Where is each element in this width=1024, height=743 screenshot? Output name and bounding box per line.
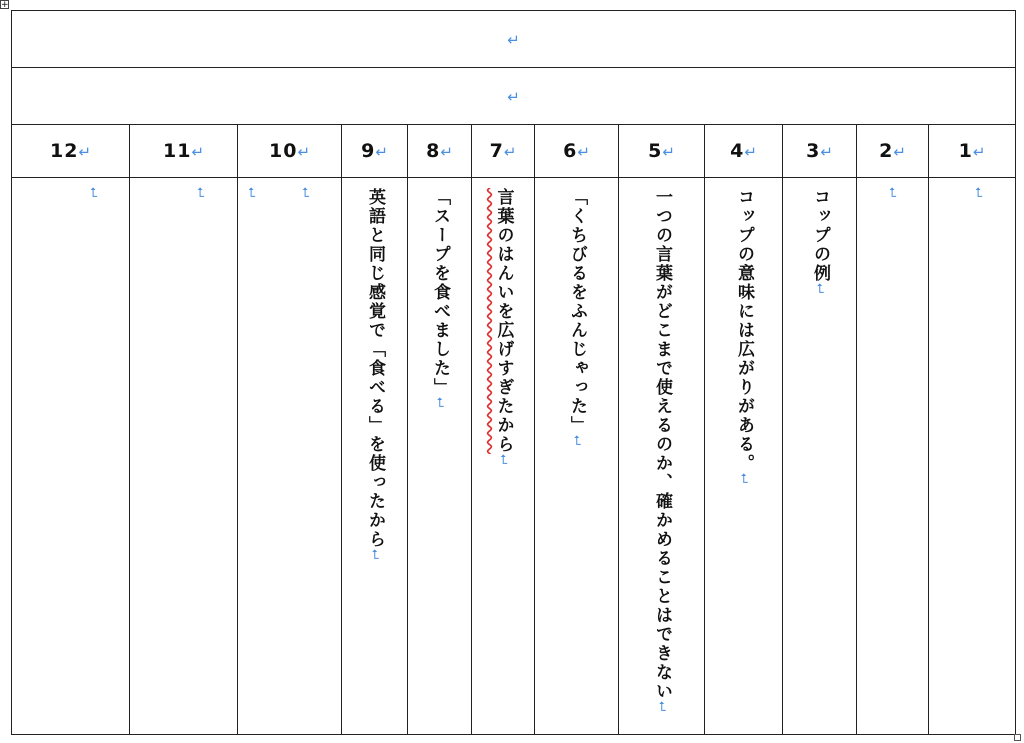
column-number-cell[interactable]: [535, 125, 619, 178]
answer-text-8: 「スープを食べました」: [430, 188, 450, 397]
paragraph-mark: ↵: [507, 87, 520, 106]
cell-end-mark: ⮤: [655, 701, 670, 714]
column-number: 7: [489, 140, 504, 162]
column-number: 11: [162, 140, 192, 162]
column-number-cell[interactable]: [783, 125, 857, 178]
answer-text: [431, 188, 448, 410]
cell-end-mark: ↵: [191, 143, 205, 161]
cell-end-mark: ⮤: [813, 283, 828, 296]
column-number: 10: [268, 140, 298, 162]
column-number-cell[interactable]: [342, 125, 408, 178]
content-cell-3[interactable]: [783, 178, 857, 735]
cell-end-mark: ↵: [744, 143, 757, 161]
column-number: 3: [806, 140, 821, 162]
content-cell-9[interactable]: [342, 178, 408, 735]
column-number: 2: [879, 140, 894, 162]
column-number-cell[interactable]: [857, 125, 929, 178]
column-number: 5: [648, 140, 663, 162]
table-move-handle[interactable]: +: [1, 0, 9, 10]
cell-end-mark: ↵: [893, 143, 906, 161]
column-number-cell[interactable]: [929, 125, 1016, 178]
column-number-cell[interactable]: [130, 125, 238, 178]
cell-end-mark: ↵: [440, 143, 453, 161]
content-cell-11[interactable]: [130, 178, 238, 735]
cell-end-mark: ⮤: [433, 397, 448, 410]
content-cell-6[interactable]: [535, 178, 619, 735]
cell-end-mark: ⮤: [889, 186, 897, 201]
answer-text-9: 英語と同じ感覚で「食べる」を使ったから: [365, 188, 385, 549]
cell-end-mark: ⮤: [248, 186, 256, 201]
answer-text-5: 一つの言葉がどこまで使えるのか、確かめることはできない: [652, 188, 672, 701]
column-number-cell[interactable]: [472, 125, 535, 178]
paragraph-mark: ↵: [507, 30, 520, 49]
top-merged-row-1: [12, 11, 1016, 68]
column-number: 12: [49, 140, 79, 162]
cell-end-mark: ⮤: [496, 454, 512, 467]
cell-end-mark: ⮤: [90, 186, 98, 201]
content-cell-1[interactable]: [929, 178, 1016, 735]
number-header-row: [12, 125, 1016, 178]
cell-end-mark: ↵: [972, 143, 986, 161]
top-cell-1[interactable]: [12, 11, 1016, 68]
cell-end-mark: ⮤: [737, 473, 752, 486]
column-number-cell[interactable]: [12, 125, 130, 178]
table-resize-handle[interactable]: [1014, 734, 1021, 741]
cell-end-mark: ↵: [503, 143, 517, 161]
content-row: [12, 178, 1016, 735]
column-number: 9: [361, 140, 376, 162]
answer-text-4: コップの意味には広がりがある。: [734, 188, 754, 473]
worksheet-table: [11, 10, 1016, 735]
column-number-cell[interactable]: [705, 125, 783, 178]
answer-text-7: 言葉のはんいを広げすぎたから: [493, 188, 514, 454]
answer-text: [366, 188, 383, 562]
cell-end-mark: ↵: [662, 143, 675, 161]
cell-end-mark: ⮤: [302, 186, 310, 201]
answer-text-3: コップの例: [810, 188, 830, 283]
content-cell-12[interactable]: [12, 178, 130, 735]
content-cell-4[interactable]: [705, 178, 783, 735]
content-cell-8[interactable]: [408, 178, 472, 735]
answer-text: [568, 188, 585, 448]
top-cell-2[interactable]: [12, 68, 1016, 125]
cell-end-mark: ↵: [577, 143, 590, 161]
content-cell-5[interactable]: [619, 178, 705, 735]
cell-end-mark: ⮤: [975, 186, 983, 201]
column-number: 6: [563, 140, 578, 162]
cell-end-mark: ⮤: [570, 435, 585, 448]
content-cell-2[interactable]: [857, 178, 929, 735]
column-number: 8: [426, 140, 441, 162]
answer-text: [495, 188, 512, 467]
cell-end-mark: ↵: [78, 143, 92, 161]
column-number-cell[interactable]: [238, 125, 342, 178]
column-number: 1: [958, 140, 973, 162]
answer-text: [653, 188, 670, 714]
cell-end-mark: ⮤: [197, 186, 205, 201]
column-number-cell[interactable]: [408, 125, 472, 178]
answer-text: [811, 188, 828, 296]
content-cell-7[interactable]: [472, 178, 535, 735]
column-number: 4: [730, 140, 745, 162]
cell-end-mark: ⮤: [368, 549, 383, 562]
answer-text: [735, 188, 752, 486]
top-merged-row-2: [12, 68, 1016, 125]
content-cell-10[interactable]: [238, 178, 342, 735]
column-number-cell[interactable]: [619, 125, 705, 178]
cell-end-mark: ↵: [297, 143, 311, 161]
cell-end-mark: ↵: [375, 143, 388, 161]
answer-text-6: 「くちびるをふんじゃった」: [567, 188, 587, 435]
cell-end-mark: ↵: [820, 143, 833, 161]
